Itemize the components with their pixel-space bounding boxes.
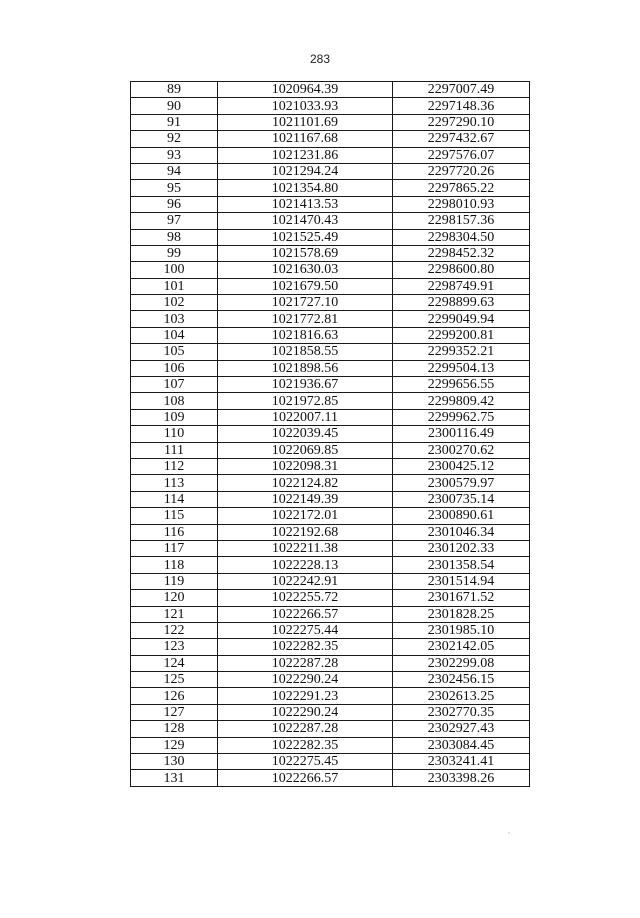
y-coordinate-cell: 2297290.10 (393, 114, 530, 130)
x-coordinate-cell: 1021413.53 (218, 196, 393, 212)
table-row (131, 393, 530, 409)
y-coordinate-cell: 2300425.12 (393, 458, 530, 474)
point-number-cell: 100 (131, 262, 218, 278)
y-coordinate-cell: 2298304.50 (393, 229, 530, 245)
point-number-cell: 129 (131, 737, 218, 753)
y-coordinate-cell: 2301046.34 (393, 524, 530, 540)
y-coordinate-cell: 2298157.36 (393, 213, 530, 229)
x-coordinate-cell: 1021470.43 (218, 213, 393, 229)
x-coordinate-cell: 1022282.35 (218, 737, 393, 753)
y-coordinate-cell: 2297432.67 (393, 131, 530, 147)
y-coordinate-cell: 2299049.94 (393, 311, 530, 327)
point-number-cell: 120 (131, 590, 218, 606)
point-number-cell: 103 (131, 311, 218, 327)
table-row (131, 409, 530, 425)
y-coordinate-cell: 2302456.15 (393, 672, 530, 688)
point-number-cell: 124 (131, 655, 218, 671)
point-number-cell: 98 (131, 229, 218, 245)
y-coordinate-cell: 2301828.25 (393, 606, 530, 622)
y-coordinate-cell: 2299809.42 (393, 393, 530, 409)
point-number-cell: 90 (131, 98, 218, 114)
point-number-cell: 101 (131, 278, 218, 294)
y-coordinate-cell: 2300579.97 (393, 475, 530, 491)
y-coordinate-cell: 2299962.75 (393, 409, 530, 425)
table-row (131, 721, 530, 737)
y-coordinate-cell: 2301202.33 (393, 540, 530, 556)
x-coordinate-cell: 1021630.03 (218, 262, 393, 278)
y-coordinate-cell: 2297720.26 (393, 163, 530, 179)
table-row (131, 458, 530, 474)
point-number-cell: 125 (131, 672, 218, 688)
y-coordinate-cell: 2298749.91 (393, 278, 530, 294)
y-coordinate-cell: 2298899.63 (393, 295, 530, 311)
table-row (131, 606, 530, 622)
x-coordinate-cell: 1022290.24 (218, 672, 393, 688)
y-coordinate-cell: 2300735.14 (393, 491, 530, 507)
point-number-cell: 104 (131, 327, 218, 343)
table-row (131, 114, 530, 130)
x-coordinate-cell: 1021898.56 (218, 360, 393, 376)
table-row (131, 442, 530, 458)
x-coordinate-cell: 1021972.85 (218, 393, 393, 409)
page-number: 283 (309, 52, 331, 66)
y-coordinate-cell: 2302299.08 (393, 655, 530, 671)
table-row (131, 213, 530, 229)
y-coordinate-cell: 2297576.07 (393, 147, 530, 163)
y-coordinate-cell: 2300890.61 (393, 508, 530, 524)
y-coordinate-cell: 2301514.94 (393, 573, 530, 589)
y-coordinate-cell: 2301358.54 (393, 557, 530, 573)
x-coordinate-cell: 1021858.55 (218, 344, 393, 360)
table-row (131, 524, 530, 540)
table-row (131, 180, 530, 196)
table-row (131, 426, 530, 442)
point-number-cell: 92 (131, 131, 218, 147)
point-number-cell: 122 (131, 622, 218, 638)
x-coordinate-cell: 1022172.01 (218, 508, 393, 524)
y-coordinate-cell: 2299352.21 (393, 344, 530, 360)
x-coordinate-cell: 1021354.80 (218, 180, 393, 196)
table-row (131, 622, 530, 638)
y-coordinate-cell: 2302770.35 (393, 704, 530, 720)
table-row (131, 508, 530, 524)
point-number-cell: 113 (131, 475, 218, 491)
table-row (131, 245, 530, 261)
point-number-cell: 106 (131, 360, 218, 376)
y-coordinate-cell: 2297007.49 (393, 82, 530, 98)
x-coordinate-cell: 1022192.68 (218, 524, 393, 540)
x-coordinate-cell: 1021231.86 (218, 147, 393, 163)
point-number-cell: 126 (131, 688, 218, 704)
table-row (131, 163, 530, 179)
point-number-cell: 107 (131, 377, 218, 393)
y-coordinate-cell: 2301671.52 (393, 590, 530, 606)
table-row (131, 147, 530, 163)
table-row (131, 573, 530, 589)
x-coordinate-cell: 1021936.67 (218, 377, 393, 393)
point-number-cell: 121 (131, 606, 218, 622)
y-coordinate-cell: 2298452.32 (393, 245, 530, 261)
y-coordinate-cell: 2303084.45 (393, 737, 530, 753)
table-row (131, 557, 530, 573)
point-number-cell: 116 (131, 524, 218, 540)
table-row (131, 98, 530, 114)
point-number-cell: 110 (131, 426, 218, 442)
x-coordinate-cell: 1022228.13 (218, 557, 393, 573)
table-row (131, 540, 530, 556)
table-row (131, 639, 530, 655)
x-coordinate-cell: 1020964.39 (218, 82, 393, 98)
x-coordinate-cell: 1022287.28 (218, 655, 393, 671)
table-row (131, 131, 530, 147)
x-coordinate-cell: 1022007.11 (218, 409, 393, 425)
x-coordinate-cell: 1021679.50 (218, 278, 393, 294)
table-row (131, 327, 530, 343)
table-row (131, 262, 530, 278)
x-coordinate-cell: 1022039.45 (218, 426, 393, 442)
point-number-cell: 117 (131, 540, 218, 556)
coordinate-table (130, 81, 530, 787)
point-number-cell: 102 (131, 295, 218, 311)
point-number-cell: 95 (131, 180, 218, 196)
y-coordinate-cell: 2300116.49 (393, 426, 530, 442)
point-number-cell: 96 (131, 196, 218, 212)
x-coordinate-cell: 1021525.49 (218, 229, 393, 245)
point-number-cell: 111 (131, 442, 218, 458)
point-number-cell: 112 (131, 458, 218, 474)
point-number-cell: 118 (131, 557, 218, 573)
table-row (131, 278, 530, 294)
x-coordinate-cell: 1021772.81 (218, 311, 393, 327)
point-number-cell: 99 (131, 245, 218, 261)
x-coordinate-cell: 1022282.35 (218, 639, 393, 655)
y-coordinate-cell: 2302613.25 (393, 688, 530, 704)
point-number-cell: 115 (131, 508, 218, 524)
y-coordinate-cell: 2299200.81 (393, 327, 530, 343)
point-number-cell: 131 (131, 770, 218, 786)
point-number-cell: 89 (131, 82, 218, 98)
table-row (131, 196, 530, 212)
point-number-cell: 109 (131, 409, 218, 425)
point-number-cell: 94 (131, 163, 218, 179)
y-coordinate-cell: 2298010.93 (393, 196, 530, 212)
table-row (131, 704, 530, 720)
x-coordinate-cell: 1022266.57 (218, 606, 393, 622)
table-row (131, 754, 530, 770)
table-row (131, 311, 530, 327)
table-row (131, 770, 530, 786)
x-coordinate-cell: 1022255.72 (218, 590, 393, 606)
y-coordinate-cell: 2298600.80 (393, 262, 530, 278)
y-coordinate-cell: 2297865.22 (393, 180, 530, 196)
x-coordinate-cell: 1022149.39 (218, 491, 393, 507)
table-row (131, 475, 530, 491)
x-coordinate-cell: 1022290.24 (218, 704, 393, 720)
x-coordinate-cell: 1022275.45 (218, 754, 393, 770)
point-number-cell: 127 (131, 704, 218, 720)
x-coordinate-cell: 1022242.91 (218, 573, 393, 589)
point-number-cell: 91 (131, 114, 218, 130)
point-number-cell: 130 (131, 754, 218, 770)
table-row (131, 672, 530, 688)
x-coordinate-cell: 1021816.63 (218, 327, 393, 343)
point-number-cell: 114 (131, 491, 218, 507)
x-coordinate-cell: 1022287.28 (218, 721, 393, 737)
table-row (131, 229, 530, 245)
x-coordinate-cell: 1021578.69 (218, 245, 393, 261)
table-row (131, 360, 530, 376)
table-row (131, 590, 530, 606)
table-row (131, 737, 530, 753)
point-number-cell: 108 (131, 393, 218, 409)
point-number-cell: 97 (131, 213, 218, 229)
table-row (131, 377, 530, 393)
x-coordinate-cell: 1022266.57 (218, 770, 393, 786)
y-coordinate-cell: 2299504.13 (393, 360, 530, 376)
table-row (131, 344, 530, 360)
y-coordinate-cell: 2303398.26 (393, 770, 530, 786)
table-row (131, 655, 530, 671)
x-coordinate-cell: 1021294.24 (218, 163, 393, 179)
y-coordinate-cell: 2303241.41 (393, 754, 530, 770)
scan-speck (508, 832, 510, 834)
x-coordinate-cell: 1022069.85 (218, 442, 393, 458)
table-row (131, 295, 530, 311)
y-coordinate-cell: 2302927.43 (393, 721, 530, 737)
y-coordinate-cell: 2302142.05 (393, 639, 530, 655)
x-coordinate-cell: 1021727.10 (218, 295, 393, 311)
point-number-cell: 93 (131, 147, 218, 163)
table-row (131, 491, 530, 507)
x-coordinate-cell: 1021101.69 (218, 114, 393, 130)
x-coordinate-cell: 1022275.44 (218, 622, 393, 638)
point-number-cell: 119 (131, 573, 218, 589)
coordinate-table-body (131, 82, 530, 787)
x-coordinate-cell: 1022124.82 (218, 475, 393, 491)
x-coordinate-cell: 1021167.68 (218, 131, 393, 147)
point-number-cell: 123 (131, 639, 218, 655)
x-coordinate-cell: 1022211.38 (218, 540, 393, 556)
x-coordinate-cell: 1022098.31 (218, 458, 393, 474)
table-row (131, 82, 530, 98)
y-coordinate-cell: 2299656.55 (393, 377, 530, 393)
point-number-cell: 128 (131, 721, 218, 737)
y-coordinate-cell: 2300270.62 (393, 442, 530, 458)
x-coordinate-cell: 1022291.23 (218, 688, 393, 704)
table-row (131, 688, 530, 704)
y-coordinate-cell: 2301985.10 (393, 622, 530, 638)
point-number-cell: 105 (131, 344, 218, 360)
y-coordinate-cell: 2297148.36 (393, 98, 530, 114)
x-coordinate-cell: 1021033.93 (218, 98, 393, 114)
